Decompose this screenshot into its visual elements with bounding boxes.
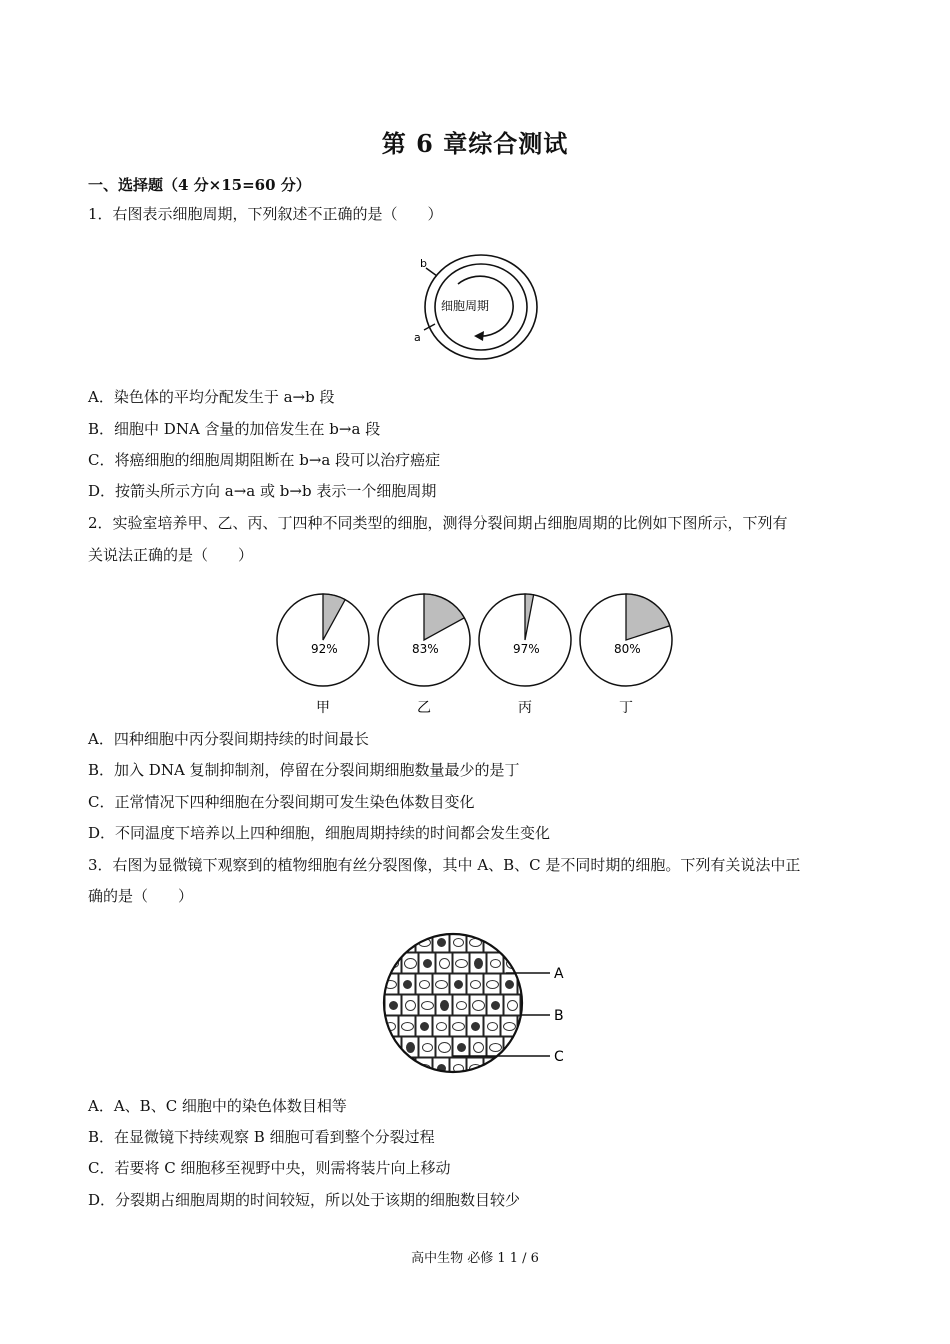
cell-wall: [399, 1058, 415, 1078]
cell-nucleus: [441, 1001, 449, 1011]
q3-option-d: D．分裂期占细胞周期的时间较短，所以处于该期的细胞数目较少: [88, 1191, 521, 1209]
q1-option-a: A．染色体的平均分配发生于 a→b 段: [88, 388, 335, 406]
cell-nucleus: [438, 939, 446, 947]
cell-nucleus: [522, 981, 532, 989]
cell-nucleus: [490, 1044, 502, 1052]
cell-nucleus: [407, 1043, 415, 1053]
question-2-stem-2: 关说法正确的是（ ）: [88, 546, 254, 564]
cell-nucleus: [457, 1002, 467, 1010]
cell-wall: [518, 1058, 534, 1078]
pie-name-label: 丁: [619, 700, 633, 716]
interphase-pie-charts: [270, 585, 680, 720]
pie-name-label: 丙: [518, 700, 532, 716]
cell-nucleus: [508, 1001, 518, 1011]
microscope-view: [378, 930, 578, 1080]
cell-nucleus: [458, 1044, 466, 1052]
section-heading: 一、选择题（4 分×15=60 分）: [88, 176, 311, 194]
cell-nucleus: [521, 939, 533, 947]
cell-nucleus: [475, 959, 483, 969]
cell-wall: [501, 932, 517, 952]
cell-nucleus: [455, 981, 463, 989]
label-cell-b: B: [554, 1008, 564, 1024]
q3-option-c: C．若要将 C 细胞移至视野中央，则需将装片向上移动: [88, 1159, 451, 1177]
cell-cycle-label: 细胞周期: [441, 299, 490, 313]
cell-wall: [399, 932, 415, 952]
label-a: a: [414, 331, 421, 344]
q1-option-c: C．将癌细胞的细胞周期阻断在 b→a 段可以治疗癌症: [88, 451, 441, 469]
pie-value-label: 92%: [311, 642, 338, 656]
cell-nucleus: [422, 1002, 434, 1010]
cell-nucleus: [390, 1002, 398, 1010]
pie-value-label: 97%: [513, 642, 540, 656]
cell-wall: [501, 1058, 517, 1078]
label-cell-a: A: [554, 966, 564, 982]
cell-nucleus: [423, 1044, 433, 1052]
cell-nucleus: [521, 1065, 533, 1073]
cell-wall: [518, 932, 534, 952]
cell-nucleus: [402, 1023, 414, 1031]
label-b: b: [420, 257, 427, 270]
cell-nucleus: [404, 981, 412, 989]
cell-nucleus: [453, 1023, 465, 1031]
page-title: 第 6 章综合测试: [381, 129, 569, 158]
cell-nucleus: [488, 1023, 498, 1031]
page-footer: 高中生物 必修 1 1 / 6: [411, 1251, 539, 1266]
cell-nucleus: [472, 1023, 480, 1031]
cell-nucleus: [489, 1065, 497, 1073]
question-1-stem: 1．右图表示细胞周期，下列叙述不正确的是（ ）: [88, 205, 443, 223]
cell-wall: [382, 1058, 398, 1078]
q2-option-a: A．四种细胞中丙分裂间期持续的时间最长: [88, 730, 369, 748]
cell-nucleus: [403, 939, 413, 947]
pie-value-label: 83%: [412, 642, 439, 656]
cell-nucleus: [504, 1023, 516, 1031]
cell-nucleus: [526, 960, 534, 968]
cell-wall: [521, 1037, 537, 1057]
cell-nucleus: [505, 1065, 515, 1073]
q2-option-d: D．不同温度下培养以上四种细胞，细胞周期持续的时间都会发生变化: [88, 824, 551, 842]
q1-option-b: B．细胞中 DNA 含量的加倍发生在 b→a 段: [88, 420, 381, 438]
cell-nucleus: [387, 1065, 395, 1073]
cell-nucleus: [505, 939, 515, 947]
cell-nucleus: [456, 960, 468, 968]
cell-nucleus: [439, 1043, 451, 1053]
pie-value-label: 80%: [614, 642, 641, 656]
cell-nucleus: [492, 1002, 500, 1010]
cell-nucleus: [421, 1023, 429, 1031]
cell-nucleus: [405, 959, 417, 969]
cell-nucleus: [406, 1001, 416, 1011]
cell-nucleus: [506, 981, 514, 989]
question-2-stem-1: 2．实验室培养甲、乙、丙、丁四种不同类型的细胞，测得分裂间期占细胞周期的比例如下图所示，下列有: [88, 514, 788, 532]
cell-nucleus: [440, 959, 450, 969]
arrow-icon: [474, 331, 484, 341]
q2-option-c: C．正常情况下四种细胞在分裂间期可发生染色体数目变化: [88, 793, 475, 811]
marker-b: [426, 268, 437, 276]
cell-nucleus: [424, 960, 432, 968]
pie-3: [479, 594, 571, 716]
cell-nucleus: [523, 1023, 531, 1031]
cell-nucleus: [524, 1002, 536, 1010]
cell-nucleus: [487, 981, 499, 989]
pie-2: [378, 594, 470, 716]
cell-wall: [521, 953, 537, 973]
cell-nucleus: [437, 1023, 447, 1031]
cell-wall: [382, 932, 398, 952]
cell-nucleus: [454, 939, 464, 947]
q3-option-b: B．在显微镜下持续观察 B 细胞可看到整个分裂过程: [88, 1128, 435, 1146]
cell-nucleus: [403, 1065, 413, 1073]
cell-nucleus: [525, 1044, 535, 1052]
cell-nucleus: [387, 939, 395, 947]
cell-cycle-diagram: [410, 252, 550, 364]
label-cell-c: C: [554, 1049, 564, 1065]
q1-option-d: D．按箭头所示方向 a→a 或 b→b 表示一个细胞周期: [88, 482, 437, 500]
question-3-stem-2: 确的是（ ）: [88, 887, 194, 905]
pie-1: [277, 594, 369, 716]
pie-name-label: 乙: [417, 700, 431, 716]
cell-nucleus: [420, 981, 430, 989]
cell-nucleus: [491, 960, 501, 968]
question-3-stem-1: 3．右图为显微镜下观察到的植物细胞有丝分裂图像，其中 A、B、C 是不同时期的细胞。下列有关说法中正: [88, 856, 801, 874]
cell-nucleus: [474, 1043, 484, 1053]
q2-option-b: B．加入 DNA 复制抑制剂，停留在分裂间期细胞数量最少的是丁: [88, 761, 520, 779]
cell-wall: [521, 995, 537, 1015]
pie-name-label: 甲: [316, 700, 330, 716]
pie-4: [580, 594, 672, 716]
cell-nucleus: [436, 981, 448, 989]
cell-nucleus: [473, 1001, 485, 1011]
q3-option-a: A．A、B、C 细胞中的染色体数目相等: [88, 1097, 347, 1115]
cell-nucleus: [471, 981, 481, 989]
cell-wall: [416, 932, 432, 952]
